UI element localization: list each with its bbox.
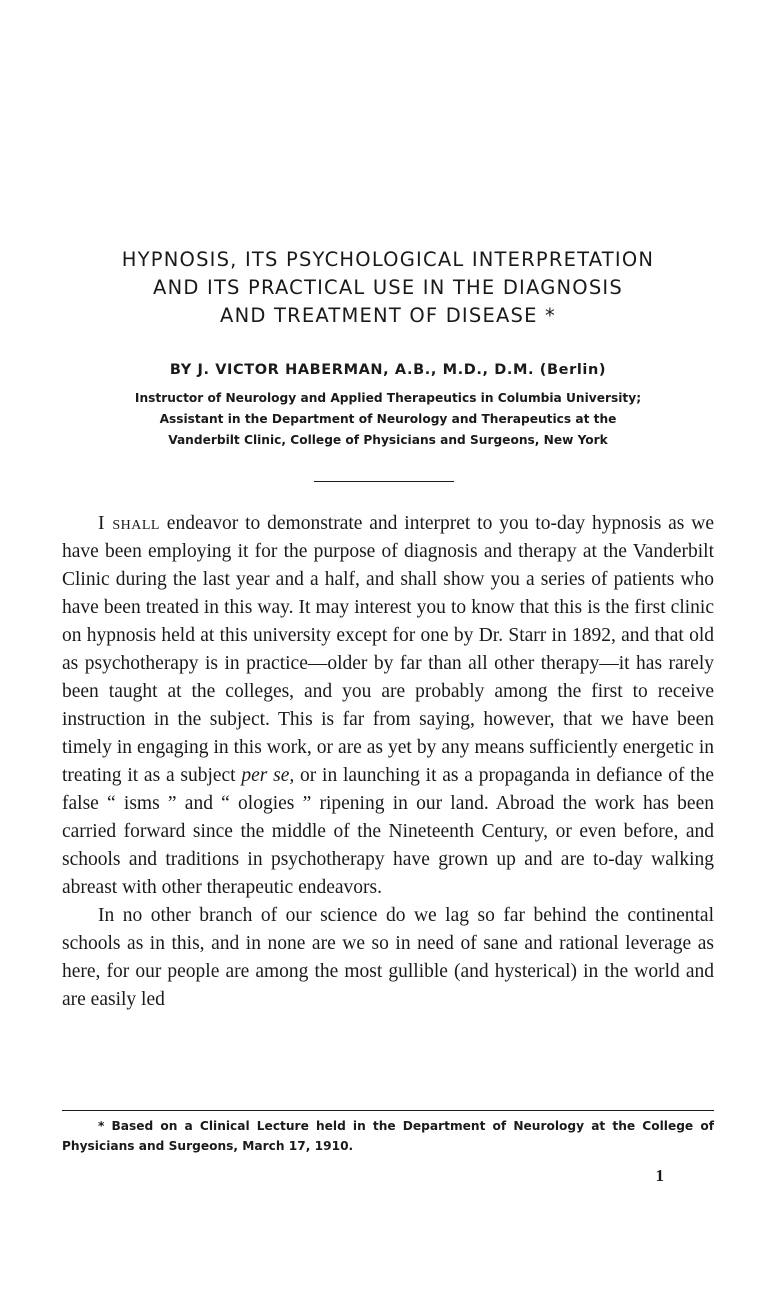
paragraph-text: or in launching it as a propaganda in defiance of the false “ isms ” and “ ologies ” ripening in our land. Abroad the work has been carried forward since the middle of the Nineteenth Century, or even before, and schools and traditions in psychotherapy have grown up and are to-day walking abreast with other therapeutic endeavors. xyxy=(62,765,714,898)
italic-phrase: per se, xyxy=(241,765,295,786)
section-divider xyxy=(314,481,454,482)
author-affiliation xyxy=(62,388,714,451)
paragraph xyxy=(62,510,714,902)
affiliation-line: Assistant in the Department of Neurology and Therapeutics at the xyxy=(159,412,617,426)
title-line: HYPNOSIS, ITS PSYCHOLOGICAL INTERPRETATION xyxy=(121,248,655,271)
author-byline: BY J. VICTOR HABERMAN, A.B., M.D., D.M. (Berlin) xyxy=(169,362,607,378)
document-page xyxy=(62,0,714,1316)
article-body xyxy=(62,510,714,1014)
title-line: AND ITS PRACTICAL USE IN THE DIAGNOSIS xyxy=(153,276,623,299)
paragraph-text: endeavor to demonstrate and interpret to you to-day hypnosis as we have been employing it for the purpose of diagnosis and therapy at the Vanderbilt Clinic during the last year and a half, and shall show you a series of patients who have been treated in this way. It may interest you to know that this is the first clinic on hypnosis held at this university except for one by Dr. Starr in 1892, and that old as psychotherapy is in practice—older by far than all other therapy—it has rarely been taught at the colleges, and you are probably among the first to receive instruction in the subject. This is far from saying, however, that we have been timely in engaging in this work, or are as yet by any means sufficiently energetic in treating it as a subject xyxy=(62,513,714,786)
page-number: 1 xyxy=(655,1166,664,1185)
affiliation-line: Vanderbilt Clinic, College of Physicians and Surgeons, New York xyxy=(168,433,608,447)
title-line: AND TREATMENT OF DISEASE * xyxy=(220,304,556,327)
footnote-divider xyxy=(62,1110,714,1111)
footnote: * Based on a Clinical Lecture held in the Department of Neurology at the College of Physicians and Surgeons, March 17, 1910. xyxy=(62,1119,714,1153)
opening-words: I shall xyxy=(98,513,160,534)
affiliation-line: Instructor of Neurology and Applied Therapeutics in Columbia University; xyxy=(134,391,642,405)
article-title xyxy=(62,246,714,330)
paragraph: In no other branch of our science do we lag so far behind the continental schools as in this, and in none are we so in need of sane and rational leverage as here, for our people are among the most gullible (and hysterical) in the world and are easily led xyxy=(62,905,714,1010)
